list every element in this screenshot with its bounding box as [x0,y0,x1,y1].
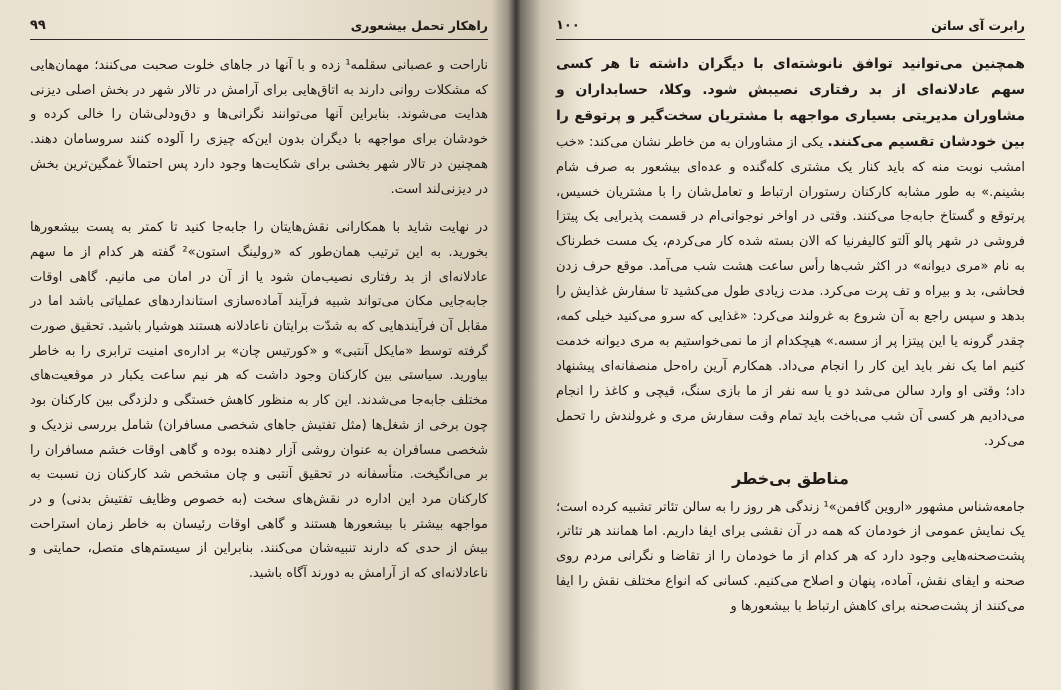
bold-intro-text: همچنین می‌توانید توافق نانوشته‌ای با دیگران داشته تا هر کسی سهم عادلانه‌ای از بد رفتاری نصیبش شود. وکلا، حسابداران و مشاوران مدیریتی بسیاری مواجهه با مشتریان سخت‌گیر و پرتوقع را بین خودشان تقسیم می‌کنند. [556,56,1025,150]
left-page-number: ۹۹ [30,18,46,33]
left-paragraph-1: ناراحت و عصبانی سقلمه¹ زده و با آنها در جاهای خلوت صحبت می‌کنند؛ مهمان‌هایی که مشکلات روانی دارند به اتاق‌هایی برای آرامش در تالار شهر در بخش اصلی دیزنی هدایت می‌شوند. بنابراین آنها می‌توانند نگرانی‌ها و دق‌ودلی‌شان را خالی کرده و خودشان برای مواجهه با دیگران بدون این‌که چیزی را آلوده کنند سروسامان دهند. همچنین در تالار شهر بخشی برای شکایت‌ها وجود دارد پس احتمالاً غمگین‌ترین بخش در دیزنی‌لند است. [30,58,488,197]
left-page [0,0,512,690]
right-page-number: ۱۰۰ [556,18,580,33]
body-text: یکی از مشاوران به من خاطر نشان می‌کند: «خب امشب نوبت منه که باید کنار یک مشتری کله‌گنده و عده‌ای بیشعور به صرف شام بشینم.» به طور مشابه کارکنان رستوران ارتباط و تعامل‌شان را با مشتریان خسیس، پرتوقع و گستاخ جابه‌جا می‌کنند. وقتی در اواخر نوجوانی‌ام در قسمت پذیرایی یک پیتزا فروشی در شهر پالو آلتو کالیفرنیا که الان بسته شده کار می‌کردم، یک مست خطرناک به نام «مری دیوانه» در اکثر شب‌ها رأس ساعت هشت شب می‌آمد. موقع حرف زدن فحاشی، بد و بیراه و تف پرت می‌کرد. مدت زیادی طول می‌کشید تا سفارش غذایش را بدهد و سپس راجع به آن شروع به غرولند می‌کرد: «غذایی که سرو می‌کنید خیلی کمه، چقدر گرونه یا این پیتزا پر از سسه.» هیچکدام از ما نمی‌خواستیم به مری دیوانه خدمت کنیم اما یک نفر باید این کار را انجام می‌داد. همکارم آرین راه‌حل منصفانه‌ای پیشنهاد داد؛ وقتی او وارد سالن می‌شد دو یا سه نفر از ما بازی سنگ، قیچی و کاغذ را انجام می‌دادیم هر کسی آن شب می‌باخت باید تمام وقت سفارش مری و غرولندش را تحمل می‌کرد. [556,134,1025,449]
right-page-header [556,18,1025,40]
left-paragraph-2: در نهایت شاید با همکارانی نقش‌هایتان را جابه‌جا کنید تا کمتر به پست بیشعورها بخورید. به این ترتیب همان‌طور که «رولینگ استون»² گفته هر کدام از ما سهم عادلانه‌ای از بد رفتاری نصیب‌مان شود یا از آن در امان می مانیم. گاهی اوقات جابه‌جایی مکان می‌تواند شبیه فرآیند آماده‌سازی استانداردهای عملیاتی باشد اما در مقابل آن فرآیندهایی که به شدّت برایتان ناعادلانه هستند هوشیار باشید. تحقیق صورت گرفته توسط «مایکل آنتبی» و «کورتیس چان» بر اداره‌ی امنیت ترابری را به خاطر بیاورید. سیاستی بین کارکنان وجود داشت که هر نیم ساعت یکبار در موقعیت‌های مختلف جابه‌جا می‌شدند. این کار به منظور کاهش خستگی و دلزدگی بین کارکنان بود چون برخی از شغل‌ها (مثل تفتیش جاهای شخصی مسافران) شامل بررسی نزدیک و شخصی مسافران به عنوان روشی آزار دهنده بوده و گاهی اوقات خشم مسافران را بر می‌انگیخت. متأسفانه در تحقیق آنتبی و چان مشخص شد کارکنان زن نسبت به کارکنان مرد این اداره در نقش‌های سخت (به خصوص وظایف تفتیش بدنی) و در مواجهه بیشتر با بیشعورها هستند و گاهی اوقات رئیسان به خاطر زمان استراحت بیش از حدی که دارند تنبیه‌شان می‌کنند. بنابراین از سیستم‌های متصل، حمایتی و ناعادلانه‌ای که از آرامش به دورند آگاه باشید. [30,220,488,582]
right-paragraph-1 [556,52,1025,455]
section-paragraph: جامعه‌شناس مشهور «اروین گافمن»¹ زندگی هر روز را به سالن تئاتر تشبیه کرده است؛ یک نمایش عمومی از خودمان که همه در آن نقشی برای ایفا داریم. اما همانند هر تئاتر، پشت‌صحنه‌هایی وجود دارد که هر کدام از ما خودمان را از تقاضا و نگرانی مردم روی صحنه و ایفای نقش، آماده، پنهان و اصلاح می‌کنیم. کسانی که انواع مختلف نقش را ایفا می‌کنند از پشت‌صحنه برای کاهش ارتباط با بیشعورها و [556,499,1025,615]
right-header-title: رابرت آی ساتن [931,18,1025,33]
left-page-header [30,18,488,40]
right-page [520,0,1061,690]
section-heading: مناطق بی‌خطر [732,468,849,488]
left-header-title: راهکار تحمل بیشعوری [350,18,488,33]
